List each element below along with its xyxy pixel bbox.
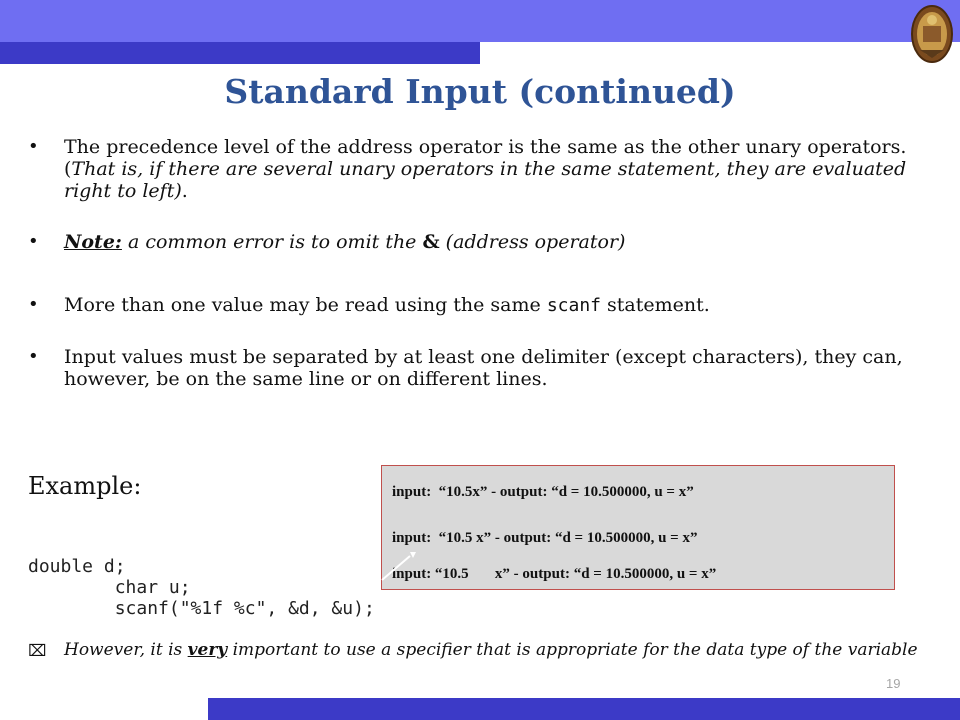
final-note: [28, 638, 960, 662]
bullet-text: The precedence level of the address operator is the same as the other unary operators. (: [64, 136, 907, 180]
io-line-1: input: “10.5x” - output: “d = 10.500000, u = x”: [392, 484, 694, 500]
ampersand-symbol: &: [422, 231, 440, 253]
bullet-multiple-values: [28, 294, 938, 317]
code-line: char u;: [28, 577, 191, 598]
final-note-text: However, it is: [64, 640, 188, 660]
bullet-precedence: [28, 136, 938, 202]
input-output-box: [381, 465, 895, 590]
bullet-text-end: statement.: [601, 294, 710, 316]
bullet-list: [28, 136, 938, 390]
bullet-text: More than one value may be read using the same: [64, 294, 547, 316]
bullet-text: Input values must be separated by at least one delimiter (except characters), they can, however, be on the same line or on different lines.: [64, 346, 903, 390]
code-line: scanf("%1f %c", &d, &u);: [28, 598, 375, 619]
page-number: 19: [886, 676, 901, 691]
bullet-italic-text: That is, if there are several unary operators in the same statement, they are evaluated right to left): [64, 158, 907, 202]
header-band-light: [0, 0, 960, 42]
emphasis-word: very: [187, 640, 228, 660]
header-band-dark: [0, 42, 480, 64]
bullet-delimiters: [28, 346, 938, 390]
pointer-arrow-icon: [380, 548, 420, 582]
io-line-3: input: “10.5 x” - output: “d = 10.500000, u = x”: [392, 566, 717, 582]
example-label: Example:: [28, 472, 142, 500]
note-text-end: (address operator): [439, 231, 626, 253]
university-crest-icon: [908, 2, 956, 66]
slide-title: Standard Input (continued): [224, 72, 736, 111]
note-label: Note:: [64, 231, 122, 253]
io-line-2: input: “10.5 x” - output: “d = 10.500000, u = x”: [392, 530, 698, 546]
final-note-text-end: important to use a specifier that is appropriate for the data type of the variable: [227, 640, 918, 660]
box-x-bullet-icon: ⌧: [28, 641, 47, 660]
code-block: [28, 556, 375, 619]
bullet-note: [28, 231, 938, 253]
note-text: a common error is to omit the: [121, 231, 423, 253]
bullet-text-end: .: [181, 180, 188, 202]
footer-band: [208, 698, 960, 720]
code-line: double d;: [28, 556, 126, 577]
scanf-code: scanf: [546, 295, 601, 316]
